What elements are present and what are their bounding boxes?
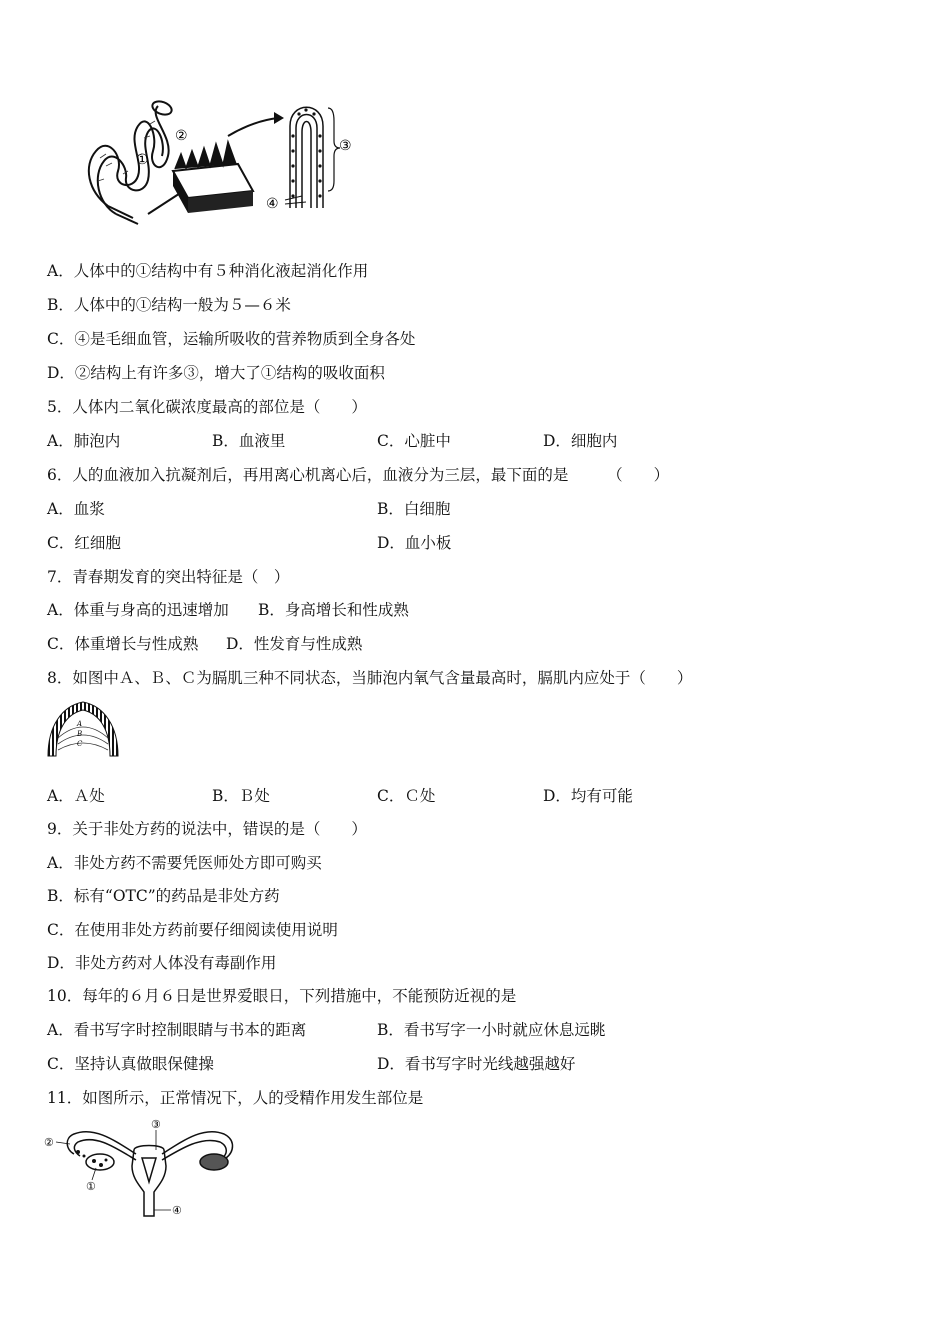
q10-option-c: C．坚持认真做眼保健操 (47, 1055, 214, 1073)
q7-option-d: D．性发育与性成熟 (226, 635, 363, 653)
q9-option-a: A．非处方药不需要凭医师处方即可购买 (47, 854, 322, 872)
label-2: ② (44, 1136, 54, 1149)
label-a: A (77, 720, 83, 728)
q8-option-d: D．均有可能 (543, 787, 633, 805)
q10-option-a: A．看书写字时控制眼睛与书本的距离 (47, 1021, 307, 1039)
label-b: B (77, 730, 83, 738)
q6-option-a: A．血浆 (47, 500, 105, 518)
q6-option-d: D．血小板 (377, 534, 452, 552)
q8-stem: 8．如图中Ａ、Ｂ、Ｃ为膈肌三种不同状态，当肺泡内氧气含量最高时，膈肌内应处于（ ） (47, 669, 693, 687)
q10-option-b: B．看书写字一小时就应休息远眺 (377, 1021, 606, 1039)
q4-option-b: B．人体中的①结构一般为５—６米 (47, 296, 291, 314)
q8-option-b: B．Ｂ处 (212, 787, 270, 805)
q5-option-b: B．血液里 (212, 432, 286, 450)
q9-option-b: B．标有“OTC”的药品是非处方药 (47, 887, 280, 905)
q7-option-a: A．体重与身高的迅速增加 (47, 601, 229, 619)
q7-option-c: C．体重增长与性成熟 (47, 635, 199, 653)
q5-stem: 5．人体内二氧化碳浓度最高的部位是（ ） (47, 398, 367, 416)
q5-option-d: D．细胞内 (543, 432, 618, 450)
q7-option-b: B．身高增长和性成熟 (258, 601, 409, 619)
q4-option-a: A．人体中的①结构中有５种消化液起消化作用 (47, 262, 369, 280)
q4-option-c: C．④是毛细血管，运输所吸收的营养物质到全身各处 (47, 330, 416, 348)
q9-option-d: D．非处方药对人体没有毒副作用 (47, 954, 277, 972)
q8-option-c: C．Ｃ处 (377, 787, 436, 805)
label-c: C (77, 740, 83, 748)
diaphragm-figure (44, 698, 122, 760)
q11-stem: 11．如图所示，正常情况下，人的受精作用发生部位是 (47, 1089, 424, 1107)
q7-stem: 7．青春期发育的突出特征是（ ） (47, 568, 290, 586)
label-3: ③ (151, 1118, 161, 1131)
label-4: ④ (266, 196, 279, 212)
female-reproductive-figure (44, 1116, 248, 1220)
q9-option-c: C．在使用非处方药前要仔细阅读使用说明 (47, 921, 338, 939)
q6-option-b: B．白细胞 (377, 500, 451, 518)
label-3: ③ (339, 138, 352, 154)
label-1: ① (86, 1180, 96, 1193)
q10-option-d: D．看书写字时光线越强越好 (377, 1055, 576, 1073)
q8-option-a: A．Ａ处 (47, 787, 105, 805)
q10-stem: 10．每年的６月６日是世界爱眼日，下列措施中，不能预防近视的是 (47, 987, 517, 1005)
q5-option-c: C．心脏中 (377, 432, 451, 450)
q5-option-a: A．肺泡内 (47, 432, 121, 450)
q6-option-c: C．红细胞 (47, 534, 121, 552)
small-intestine-figure (78, 96, 358, 228)
q6-stem: 6．人的血液加入抗凝剂后，再用离心机离心后，血液分为三层，最下面的是 （ ） (47, 466, 670, 484)
label-2: ② (175, 128, 188, 144)
label-1: ① (136, 152, 149, 168)
label-4: ④ (172, 1204, 182, 1217)
q4-option-d: D．②结构上有许多③，增大了①结构的吸收面积 (47, 364, 385, 382)
q9-stem: 9．关于非处方药的说法中，错误的是（ ） (47, 820, 367, 838)
